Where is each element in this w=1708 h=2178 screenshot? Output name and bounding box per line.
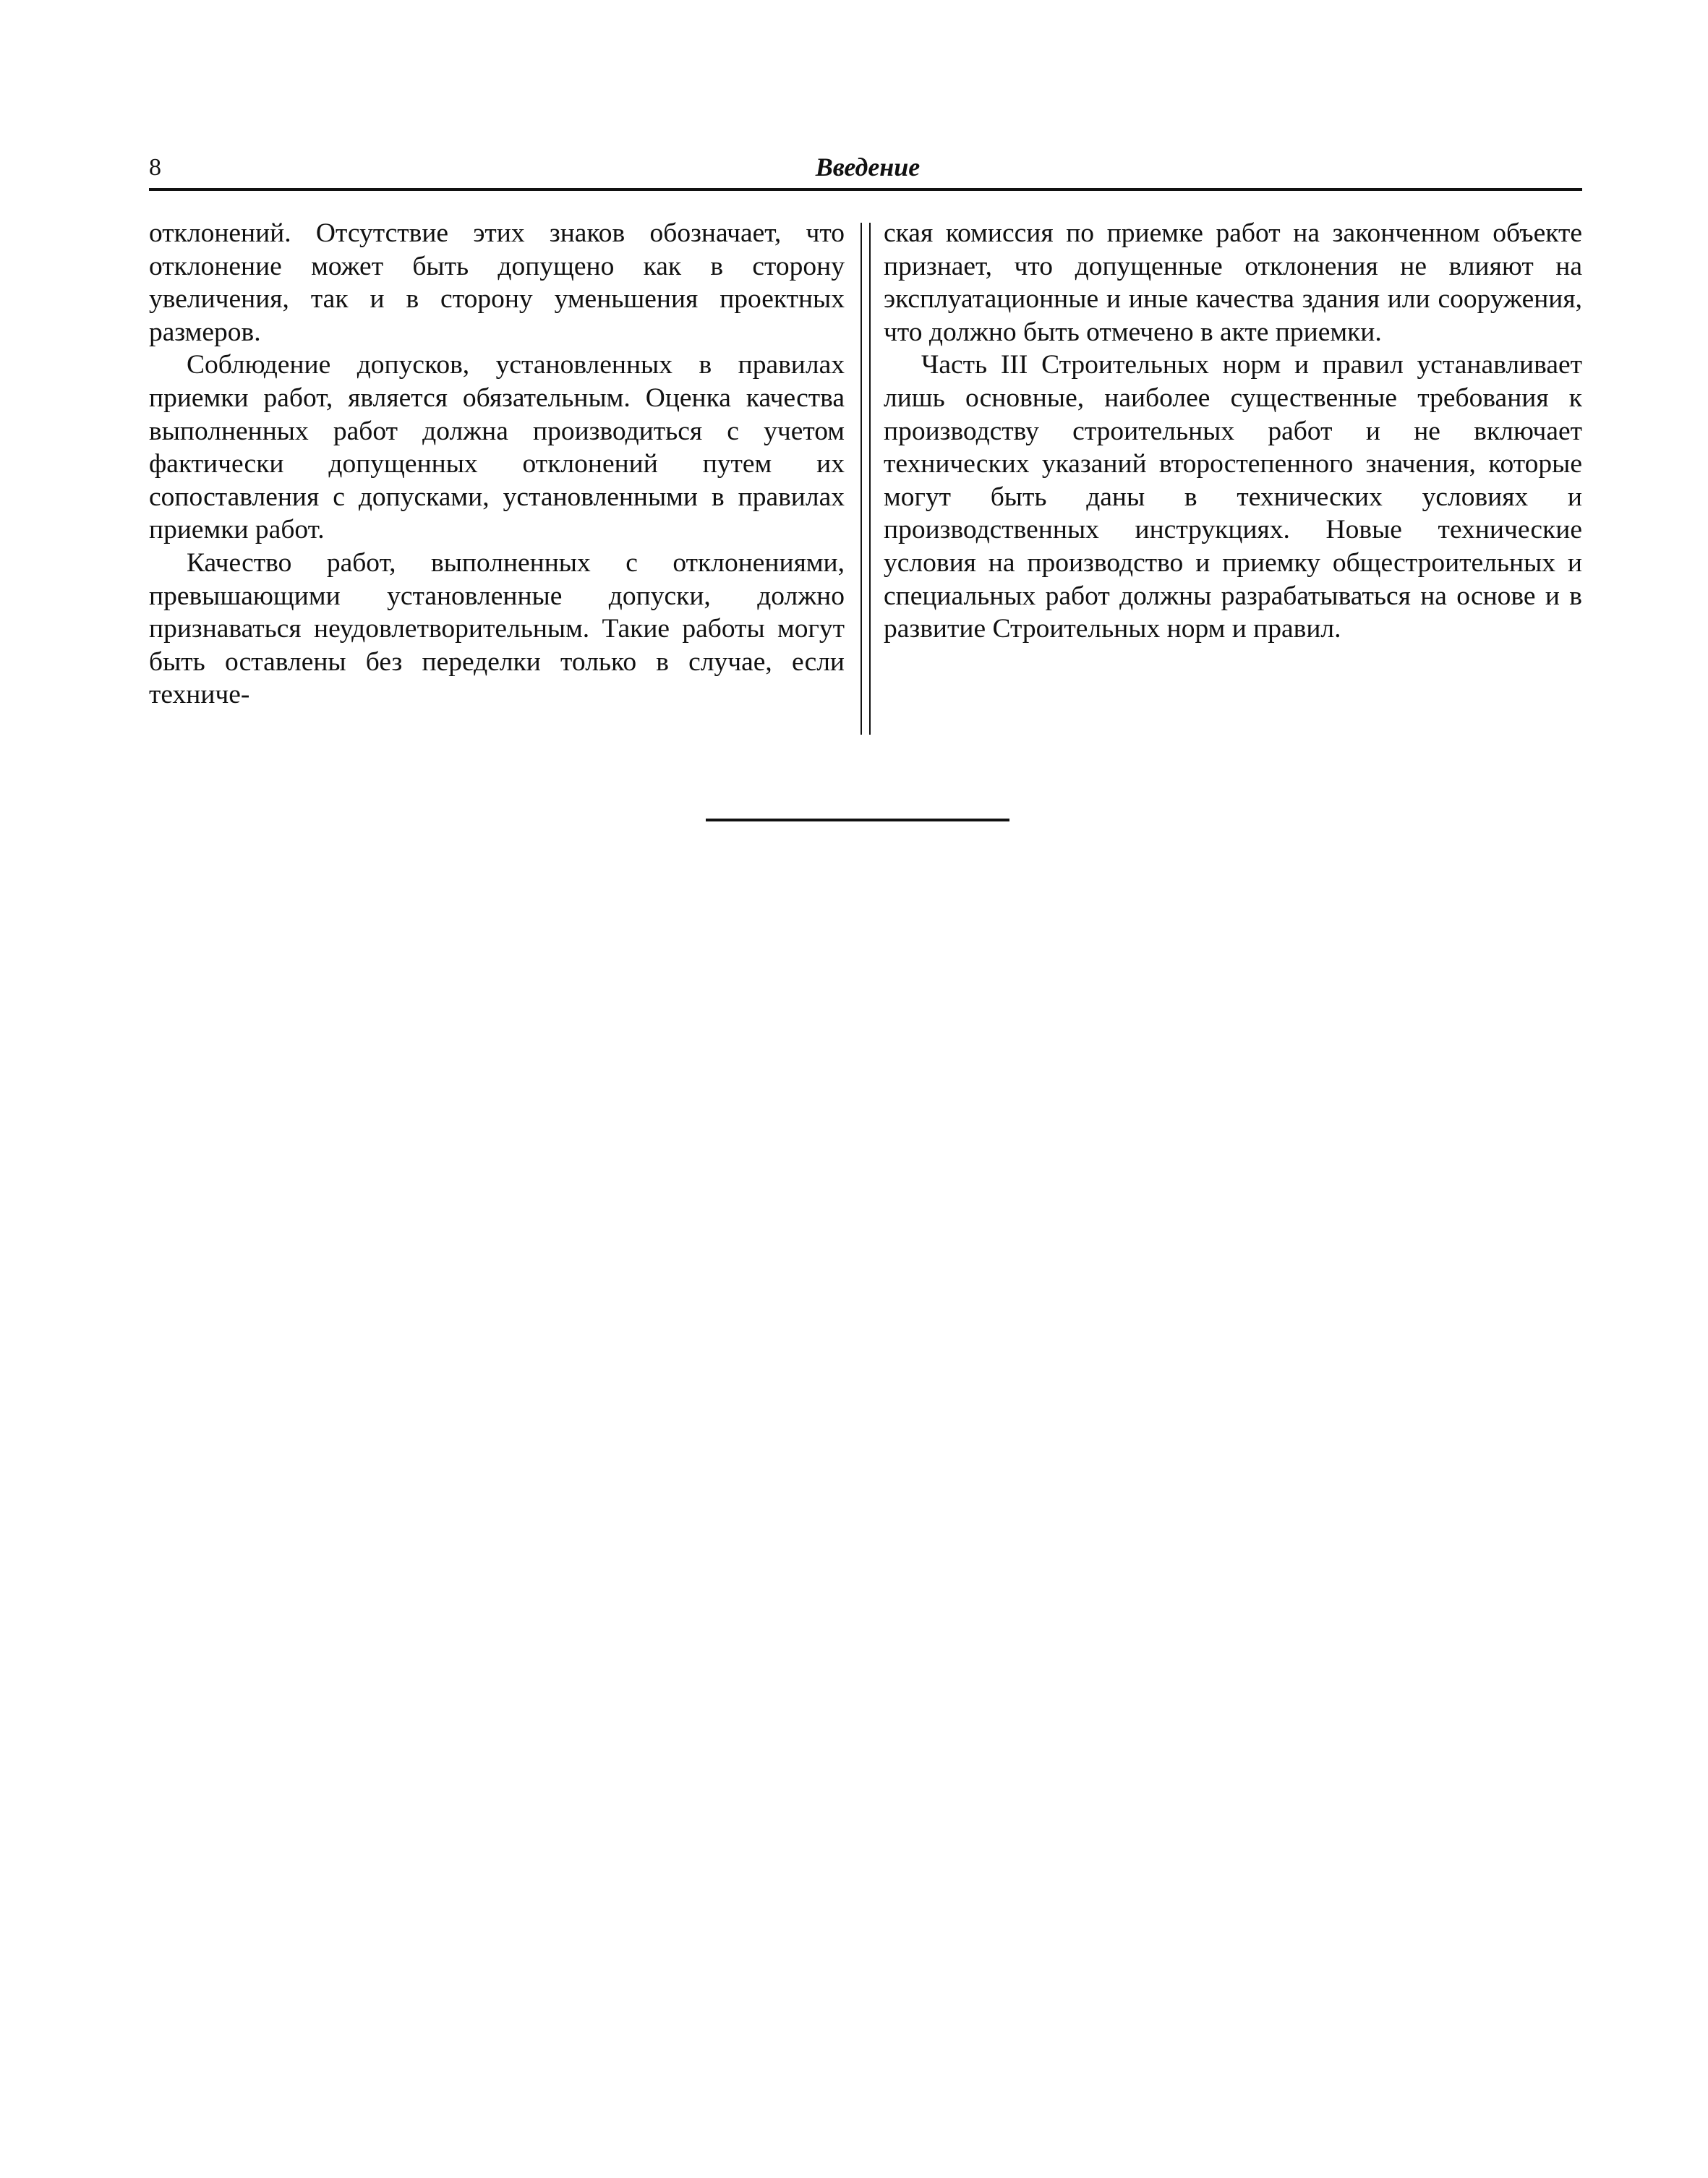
left-column	[149, 217, 845, 712]
page-number: 8	[149, 154, 161, 181]
column-divider	[861, 223, 871, 735]
running-title: Введение	[815, 153, 921, 182]
right-paragraph-1: ская комиссия по приемке работ на законченном объекте признает, что допущенные отклонения не влияют на эксплуатационные и иные качества здания или сооружения, что должно быть отмечено в акте приемки.	[884, 218, 1582, 347]
right-column	[884, 217, 1582, 646]
right-paragraph-2: Часть III Строительных норм и правил устанавливает лишь основные, наиболее существенные требования к производству строительных работ и не включает технических указаний второстепенного значения, которые могут быть даны в технических условиях и производственных инструкциях. Новые технические условия на производство и приемку общестроительных и специальных работ должны разрабатываться на основе и в развитие Строительных норм и правил.	[884, 350, 1582, 644]
left-paragraph-3: Качество работ, выполненных с отклонениями, превышающими установленные допуски, должно признаваться неудовлетворительным. Такие работы могут быть оставлены без переделки только в случае, если техниче-	[149, 547, 845, 710]
header-rule	[149, 188, 1582, 191]
left-paragraph-2: Соблюдение допусков, установленных в правилах приемки работ, является обязательным. Оценка качества выполненных работ должна производиться с учетом фактически допущенных отклонений путем их сопоставления с допусками, установленными в правилах приемки работ.	[149, 350, 845, 545]
left-paragraph-1: отклонений. Отсутствие этих знаков обозначает, что отклонение может быть допущено как в сторону увеличения, так и в сторону уменьшения проектных размеров.	[149, 218, 845, 347]
closing-rule	[706, 819, 1009, 821]
